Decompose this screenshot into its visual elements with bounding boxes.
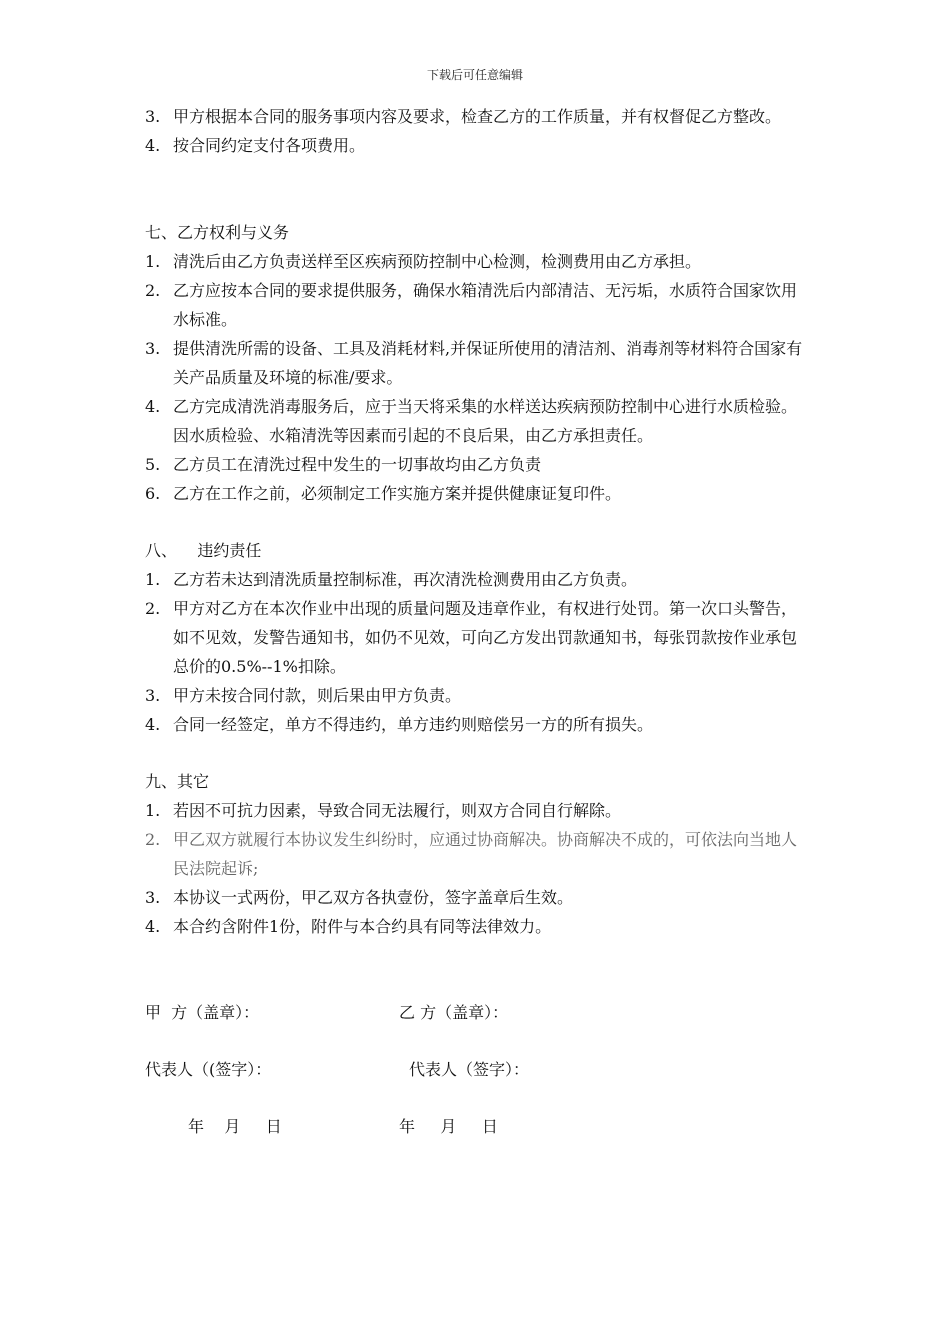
section-a-list xyxy=(145,102,810,160)
section-7-title: 七、乙方权利与义务 xyxy=(145,223,290,242)
section-9 xyxy=(145,767,810,941)
section-8-title: 八、 违约责任 xyxy=(145,541,262,560)
page-header: 下载后可任意编辑 xyxy=(426,68,523,82)
party-b-seal-label: 乙 方（盖章）： xyxy=(399,1003,509,1022)
list-item: 4. 乙方完成清洗消毒服务后，应于当天将采集的水样送达疾病预防控制中心进行水质检验。因水质检验、水箱清洗等因素而引起的不良后果，由乙方承担责任。 xyxy=(145,397,798,445)
list-item: 3. 甲方根据本合同的服务事项内容及要求，检查乙方的工作质量，并有权督促乙方整改。 xyxy=(145,107,782,126)
list-item: 1. 乙方若未达到清洗质量控制标准，再次清洗检测费用由乙方负责。 xyxy=(145,570,638,589)
section-9-title: 九、其它 xyxy=(145,772,210,791)
section-7 xyxy=(145,218,810,508)
list-item: 2. 乙方应按本合同的要求提供服务，确保水箱清洗后内部清洁、无污垢，水质符合国家饮用水标准。 xyxy=(145,281,798,329)
list-item: 3. 甲方未按合同付款，则后果由甲方负责。 xyxy=(145,686,462,705)
list-item: 5. 乙方员工在清洗过程中发生的一切事故均由乙方负责 xyxy=(145,455,542,474)
list-item: 4. 按合同约定支付各项费用。 xyxy=(145,136,366,155)
party-b-rep-label: 代表人（签字）： xyxy=(409,1060,530,1079)
party-a-date-label: 年 月 日 xyxy=(188,1117,282,1136)
list-item: 3. 本协议一式两份，甲乙双方各执壹份，签字盖章后生效。 xyxy=(145,888,574,907)
list-item: 1. 清洗后由乙方负责送样至区疾病预防控制中心检测，检测费用由乙方承担。 xyxy=(145,252,702,271)
list-item: 6. 乙方在工作之前，必须制定工作实施方案并提供健康证复印件。 xyxy=(145,484,622,503)
list-item: 2. 甲方对乙方在本次作业中出现的质量问题及违章作业，有权进行处罚。第一次口头警告，如不见效，发警告通知书，如仍不见效，可向乙方发出罚款通知书，每张罚款按作业承包总价的0.5%--1%扣除。 xyxy=(145,599,798,676)
party-b-date-label: 年 月 日 xyxy=(399,1117,498,1136)
party-a-rep-label: 代表人（(签字）： xyxy=(145,1060,272,1079)
party-a-seal-label: 甲 方（盖章）： xyxy=(145,1003,260,1022)
section-8 xyxy=(145,536,810,739)
list-item: 1. 若因不可抗力因素，导致合同无法履行，则双方合同自行解除。 xyxy=(145,801,622,820)
list-item: 4. 合同一经签定，单方不得违约，单方违约则赔偿另一方的所有损失。 xyxy=(145,715,654,734)
list-item: 2. 甲乙双方就履行本协议发生纠纷时，应通过协商解决。协商解决不成的，可依法向当地人民法院起诉; xyxy=(145,830,798,878)
list-item: 3. 提供清洗所需的设备、工具及消耗材料,并保证所使用的清洁剂、消毒剂等材料符合国家有关产品质量及环境的标准/要求。 xyxy=(145,339,803,387)
list-item: 4. 本合约含附件1份，附件与本合约具有同等法律效力。 xyxy=(145,917,552,936)
